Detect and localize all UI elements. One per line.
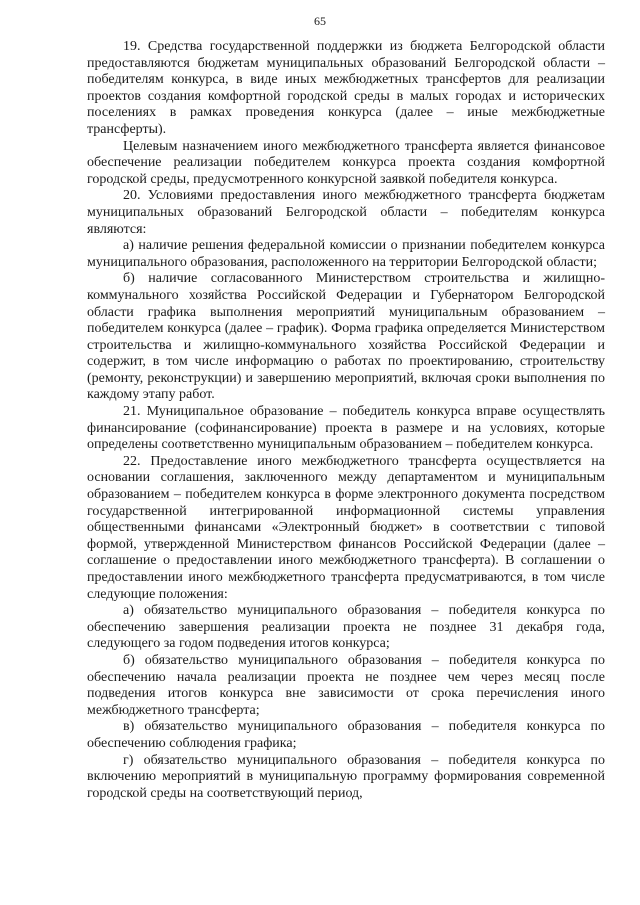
paragraph-21: 21. Муниципальное образование – победитель конкурса вправе осуществлять финансирование (софинансирование) проекта в размере и на условиях, которые определены соответственно муниципальным образованием – победителем конкурса. (87, 404, 605, 453)
paragraph-22-item-a: а) обязательство муниципального образования – победителя конкурса по обеспечению завершения реализации проекта не позднее 31 декабря года, следующего за годом подведения итогов конкурса; (87, 603, 605, 652)
paragraph-20-item-b: б) наличие согласованного Министерством строительства и жилищно-коммунального хозяйства Российской Федерации и Губернатором Белгородской области графика выполнения мероприятий муниципальным образованием – победителем конкурса (далее – график). Форма графика определяется Министерством строительства и жилищно-коммунального хозяйства Российской Федерации и содержит, в том числе информацию о работах по проектированию, строительству (ремонту, реконструкции) и завершению мероприятий, включая сроки выполнения по каждому этапу работ. (87, 271, 605, 403)
paragraph-22-item-b: б) обязательство муниципального образования – победителя конкурса по обеспечению начала реализации проекта не позднее чем через месяц после подведения итогов конкурса вне зависимости от срока перечисления иного межбюджетного трансферта; (87, 652, 605, 718)
paragraph-22-item-v: в) обязательство муниципального образования – победителя конкурса по обеспечению соблюдения графика; (87, 719, 605, 751)
paragraph-22: 22. Предоставление иного межбюджетного трансферта осуществляется на основании соглашения, заключенного между департаментом и муниципальным образованием – победителем конкурса в форме электронного документа посредством государственной интегрированной информационной системы управления общественными финансами «Электронный бюджет» в соответствии с типовой формой, утвержденной Министерством финансов Российской Федерации (далее – соглашение о предоставлении иного межбюджетного трансферта). В соглашении о предоставлении иного межбюджетного трансферта предусматриваются, в том числе следующие положения: (87, 453, 605, 602)
paragraph-20: 20. Условиями предоставления иного межбюджетного трансферта бюджетам муниципальных образований Белгородской области – победителям конкурса являются: (87, 188, 605, 237)
document-body (87, 39, 605, 802)
paragraph-19-purpose: Целевым назначением иного межбюджетного трансферта является финансовое обеспечение реализации победителем конкурса проекта создания комфортной городской среды, предусмотренного конкурсной заявкой победителя конкурса. (87, 138, 605, 187)
paragraph-20-item-a: а) наличие решения федеральной комиссии о признании победителем конкурса муниципального образования, расположенного на территории Белгородской области; (87, 238, 605, 270)
paragraph-22-item-g: г) обязательство муниципального образования – победителя конкурса по включению мероприятий в муниципальную программу формирования современной городской среды на соответствующий период, (87, 752, 605, 801)
page-number: 65 (314, 14, 326, 28)
paragraph-19: 19. Средства государственной поддержки из бюджета Белгородской области предоставляются бюджетам муниципальных образований Белгородской области – победителям конкурса, в виде иных межбюджетных трансфертов для реализации проектов создания комфортной городской среды в малых городах и исторических поселениях в рамках проведения конкурса (далее – иные межбюджетные трансферты). (87, 39, 605, 137)
